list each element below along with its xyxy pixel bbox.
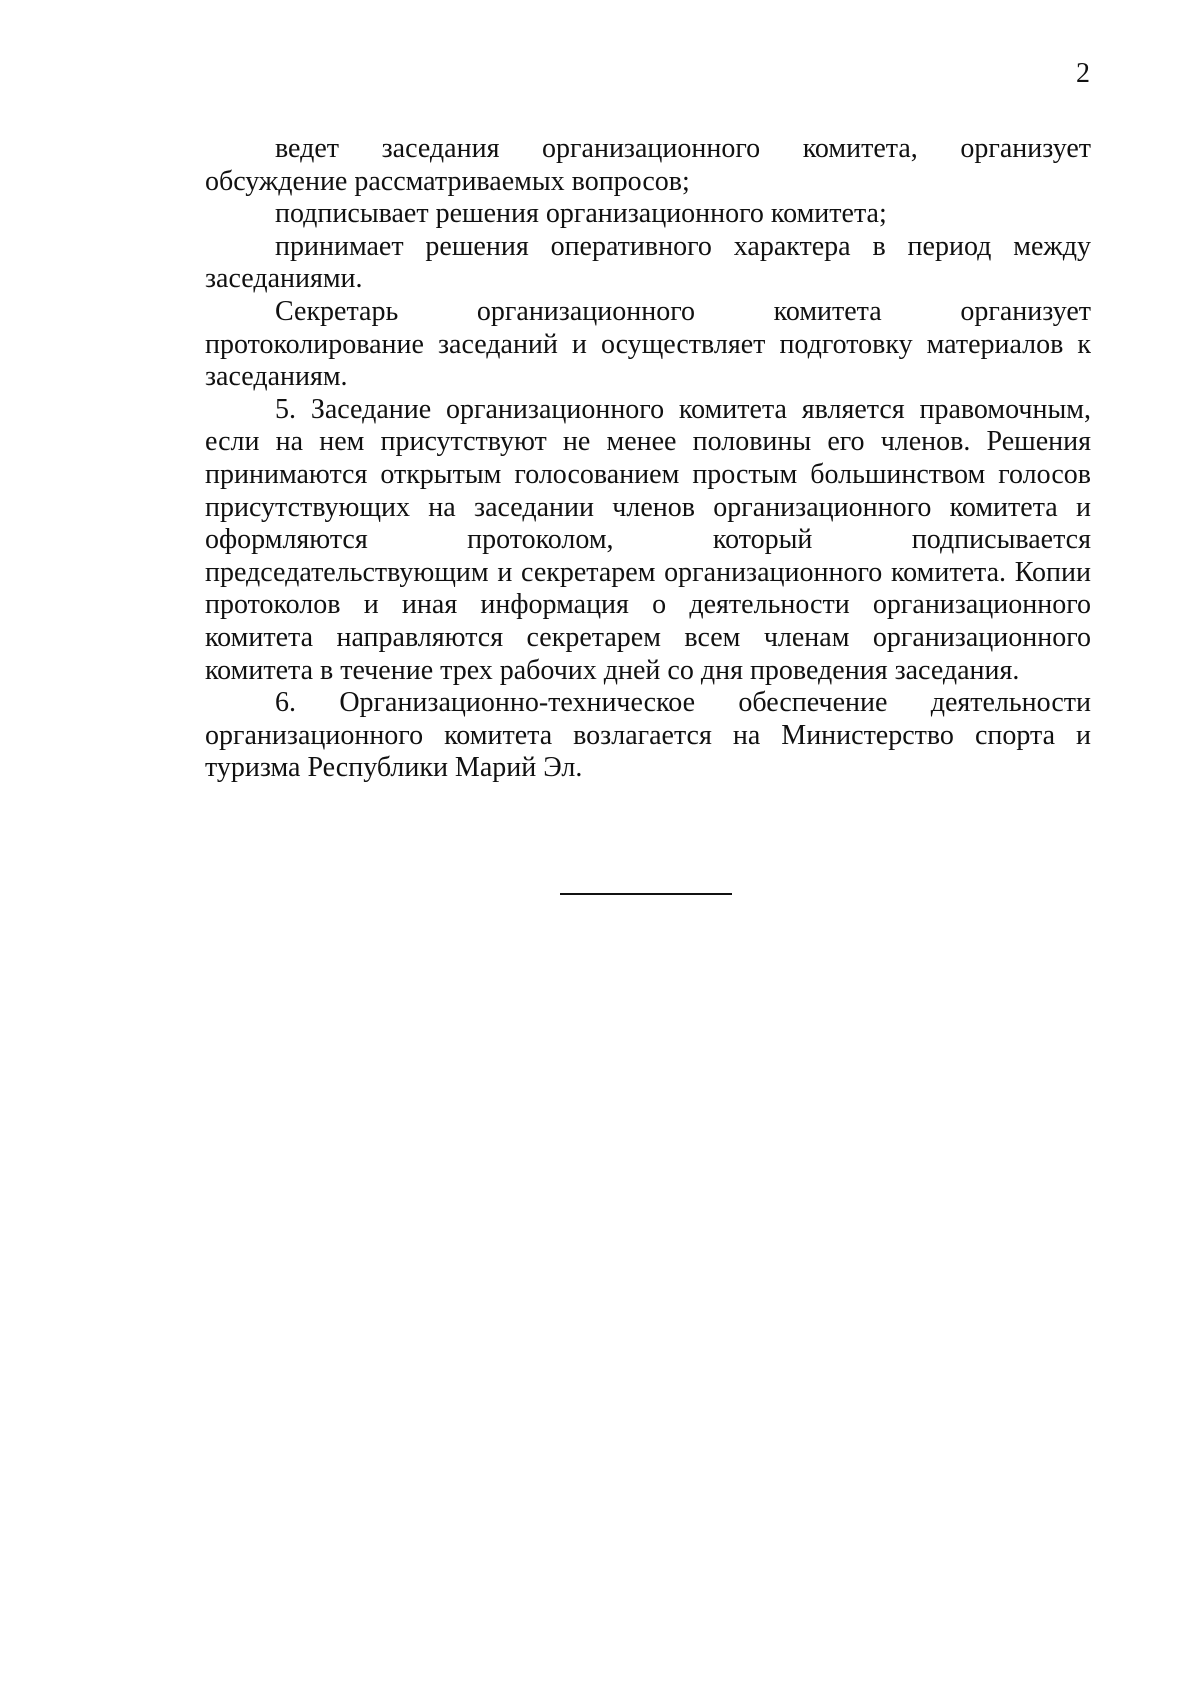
end-separator-line (560, 893, 732, 895)
paragraph-item-6: 6. Организационно-техническое обеспечение деятельности организационного комитета возлагается на Министерство спорта и туризма Республики Марий Эл. (205, 687, 1091, 784)
paragraph-chair-duties-decisions: принимает решения оперативного характера в период между заседаниями. (205, 230, 1091, 295)
document-body (205, 133, 1091, 785)
paragraph-item-5: 5. Заседание организационного комитета является правомочным, если на нем присутствуют не менее половины его членов. Решения принимаются открытым голосованием простым большинством голосов присутствующих на заседании членов организационного комитета и оформляются протоколом, который подписывается председательствующим и секретарем организационного комитета. Копии протоколов и иная информация о деятельности организационного комитета направляются секретарем всем членам организационного комитета в течение трех рабочих дней со дня проведения заседания. (205, 393, 1091, 686)
paragraph-chair-duties-meetings: ведет заседания организационного комитета, организует обсуждение рассматриваемых вопросов; (205, 133, 1091, 197)
paragraph-chair-duties-signs: подписывает решения организационного комитета; (275, 198, 887, 230)
paragraph-secretary-duties: Секретарь организационного комитета организует протоколирование заседаний и осуществляет подготовку материалов к заседаниям. (205, 295, 1091, 393)
page-number: 2 (1076, 58, 1090, 89)
